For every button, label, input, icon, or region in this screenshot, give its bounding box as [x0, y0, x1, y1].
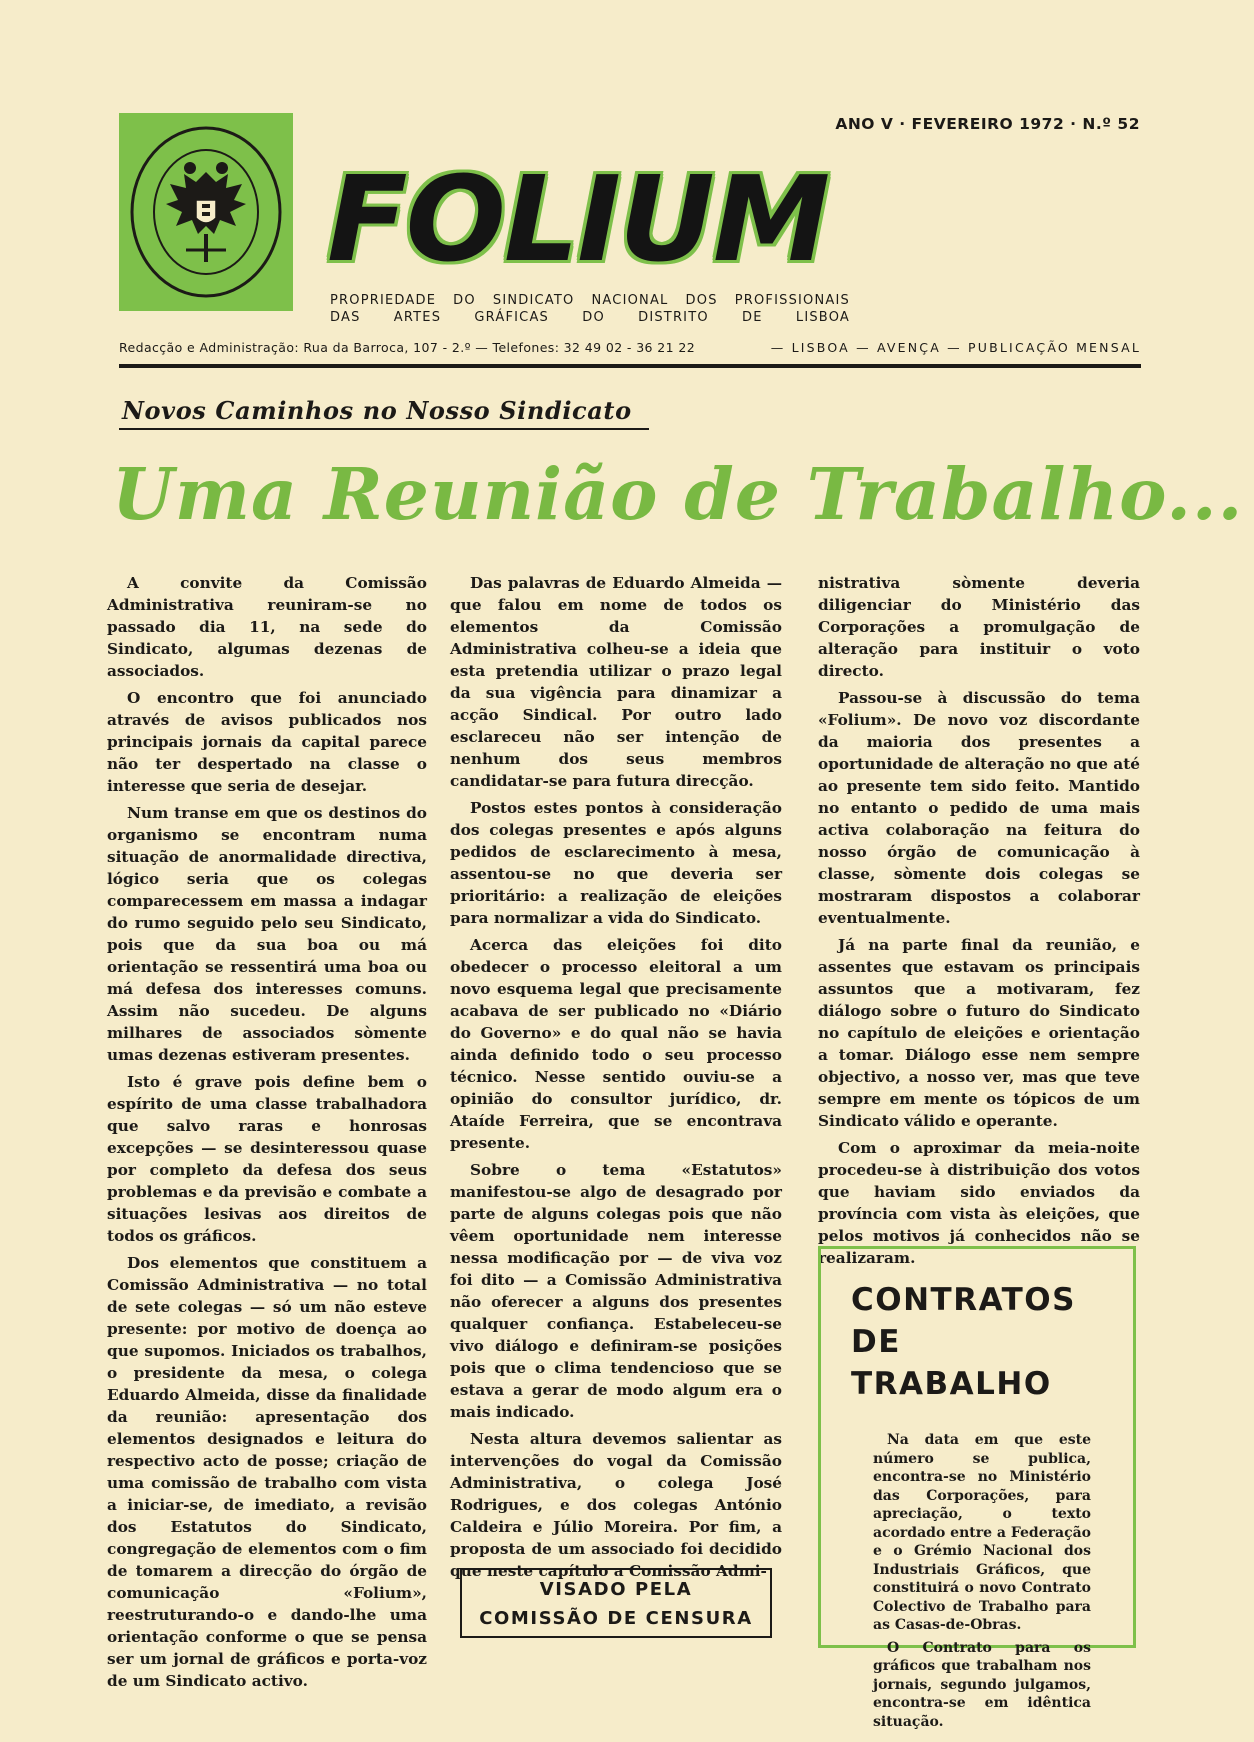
paragraph: Isto é grave pois define bem o espírito de uma classe trabalhadora que salvo raras e honrosas excepções — se desinteressou quase por completo da defesa dos seus problemas e da previsão e combate a situações lesivas aos direitos de todos os gráficos. [107, 1073, 427, 1245]
contracts-news-box [818, 1246, 1136, 1730]
contracts-title-line-2: DE TRABALHO [851, 1324, 1052, 1402]
contracts-body [873, 1431, 1091, 1731]
article-column-1 [107, 572, 427, 1697]
paragraph: Postos estes pontos à consideração dos colegas presentes e após alguns pedidos de esclarecimento à mesa, assentou-se no que deveria ser prioritário: a realização de eleições para normalizar a vida do Sindicato. [450, 799, 782, 927]
kicker-underline [119, 428, 649, 430]
paragraph: Das palavras de Eduardo Almeida — que falou em nome de todos os elementos da Comissão Administrativa colheu-se a ideia que esta pretendia utilizar o prazo legal da sua vigência para dinamizar a acção Sindical. Por outro lado esclareceu não ser intenção de nenhum dos seus membros candidatar-se para futura direcção. [450, 574, 782, 790]
address-contact: Redacção e Administração: Rua da Barroca, 107 - 2.º — Telefones: 32 49 02 - 36 21 22 [119, 340, 696, 355]
article-headline: Uma Reunião de Trabalho... [112, 452, 1244, 536]
censorship-notice [460, 1568, 772, 1638]
paragraph: Com o aproximar da meia-noite procedeu-se à distribuição dos votos que haviam sido enviados da província com vista às eleições, que pelos motivos já conhecidos não se realizaram. [818, 1139, 1140, 1267]
union-seal-logo [119, 113, 293, 311]
ownership-line-2: DAS ARTES GRÁFICAS DO DISTRITO DE LISBOA [330, 310, 850, 325]
article-kicker: Novos Caminhos no Nosso Sindicato [122, 396, 632, 425]
paragraph-continued: nistrativa sòmente deveria diligenciar do Ministério das Corporações a promulgação de alteração para instituir o voto directo. [818, 574, 1140, 680]
contracts-title [851, 1279, 1107, 1405]
censorship-line-1: VISADO PELA [539, 1579, 693, 1600]
article-column-2 [450, 572, 782, 1587]
double-headed-eagle-icon [126, 122, 286, 302]
address-publication-info: — LISBOA — AVENÇA — PUBLICAÇÃO MENSAL [770, 340, 1141, 355]
paragraph: Já na parte final da reunião, e assentes que estavam os principais assuntos que a motivaram, fez diálogo sobre o futuro do Sindicato no capítulo de eleições e orientação a tomar. Diálogo esse nem sempre objectivo, a nosso ver, mas que teve sempre em mente os tópicos de um Sindicato válido e operante. [818, 936, 1140, 1130]
paragraph: O encontro que foi anunciado através de avisos publicados nos principais jornais da capital parece não ter despertado na classe o interesse que seria de desejar. [107, 689, 427, 795]
ownership-line-1: PROPRIEDADE DO SINDICATO NACIONAL DOS PROFISSIONAIS [330, 293, 850, 308]
paragraph: Nesta altura devemos salientar as intervenções do vogal da Comissão Administrativa, o colega José Rodrigues, e dos colegas António Caldeira e Júlio Moreira. Por fim, a proposta de um associado foi decidido que neste capítulo a Comissão Admi- [450, 1430, 782, 1580]
paragraph: Acerca das eleições foi dito obedecer o processo eleitoral a um novo esquema legal que precisamente acabava de ser publicado no «Diário do Governo» e do qual não se havia ainda definido todo o seu processo técnico. Nesse sentido ouviu-se a opinião do consultor jurídico, dr. Ataíde Ferreira, que se encontrava presente. [450, 936, 782, 1152]
paragraph: O Contrato para os gráficos que trabalham nos jornais, segundo julgamos, encontra-se em idêntica situação. [873, 1639, 1091, 1730]
issue-info: ANO V · FEVEREIRO 1972 · N.º 52 [835, 115, 1140, 133]
article-column-3 [818, 572, 1140, 1274]
contracts-title-line-1: CONTRATOS [851, 1282, 1076, 1318]
masthead-rule [119, 364, 1141, 368]
address-bar [119, 340, 1141, 355]
paragraph: Num transe em que os destinos do organismo se encontram numa situação de anormalidade directiva, lógico seria que os colegas comparecessem em massa a indagar do rumo seguido pelo seu Sindicato, pois que da sua boa ou má orientação se ressentirá uma boa ou má defesa dos interesses comuns. Assim não sucedeu. De alguns milhares de associados sòmente umas dezenas estiveram presentes. [107, 804, 427, 1064]
newspaper-title: FOLIUM [327, 150, 829, 288]
paragraph: Na data em que este número se publica, encontra-se no Ministério das Corporações, para apreciação, o texto acordado entre a Federação e o Grémio Nacional dos Industriais Gráficos, que constituirá o novo Contrato Colectivo de Trabalho para as Casas-de-Obras. [873, 1432, 1091, 1633]
paragraph: Dos elementos que constituem a Comissão Administrativa — no total de sete colegas — só um não esteve presente: por motivo de doença ao que supomos. Iniciados os trabalhos, o presidente da mesa, o colega Eduardo Almeida, disse da finalidade da reunião: apresentação dos elementos designados e leitura do respectivo acto de posse; criação de uma comissão de trabalho com vista a iniciar-se, de imediato, a revisão dos Estatutos do Sindicato, congregação de elementos com o fim de tomarem a direcção do órgão de comunicação «Folium», reestruturando-o e dando-lhe uma orientação conforme o que se pensa ser um jornal de gráficos e porta-voz de um Sindicato activo. [107, 1254, 427, 1690]
paragraph: A convite da Comissão Administrativa reuniram-se no passado dia 11, na sede do Sindicato, algumas dezenas de associados. [107, 574, 427, 680]
censorship-line-2: COMISSÃO DE CENSURA [479, 1608, 753, 1629]
paragraph: Sobre o tema «Estatutos» manifestou-se algo de desagrado por parte de alguns colegas pois que não vêem oportunidade nem interesse nessa modificação por — de viva voz foi dito — a Comissão Administrativa não oferecer a alguns dos presentes qualquer confiança. Estabeleceu-se vivo diálogo e definiram-se posições pois que o clima tendencioso que se estava a gerar de modo algum era o mais indicado. [450, 1161, 782, 1421]
ownership-statement [330, 292, 850, 326]
paragraph: Passou-se à discussão do tema «Folium». De novo voz discordante da maioria dos presentes a oportunidade de alteração no que até ao presente tem sido feito. Mantido no entanto o pedido de uma mais activa colaboração na feitura do nosso órgão de comunicação à classe, sòmente dois colegas se mostraram dispostos a colaborar eventualmente. [818, 689, 1140, 927]
